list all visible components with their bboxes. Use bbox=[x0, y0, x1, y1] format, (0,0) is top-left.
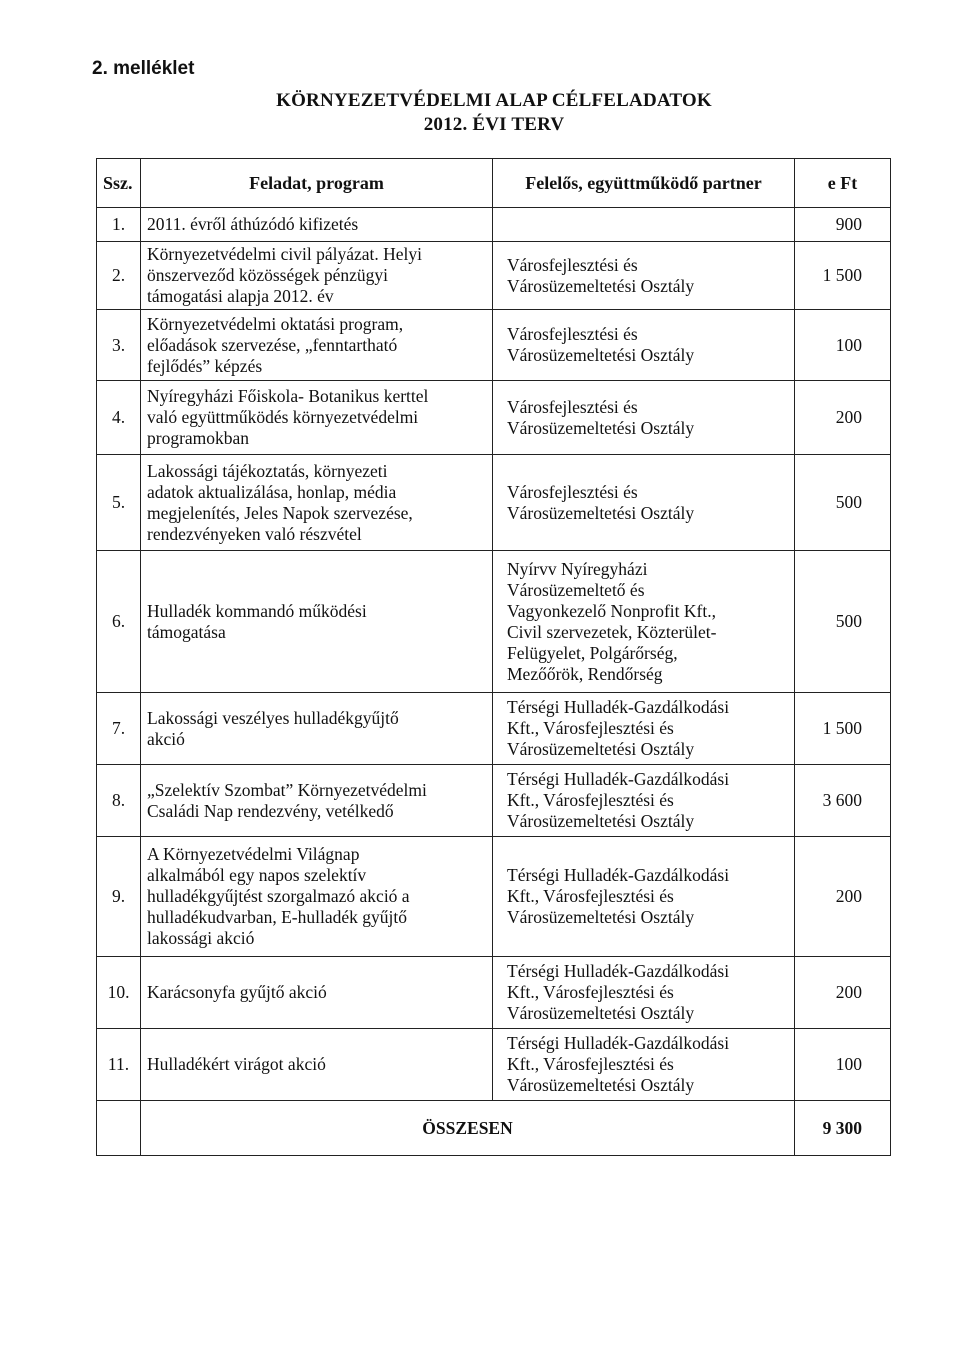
tasks-table bbox=[96, 158, 891, 1156]
row-responsible: Térségi Hulladék-Gazdálkodási Kft., Városfejlesztési és Városüzemeltetési Osztály bbox=[493, 957, 795, 1029]
total-row bbox=[97, 1101, 891, 1156]
row-task: Környezetvédelmi civil pályázat. Helyi önszerveződ közösségek pénzügyi támogatási alapja 2012. év bbox=[141, 242, 493, 310]
row-number: 10. bbox=[97, 957, 141, 1029]
document-subtitle: 2012. ÉVI TERV bbox=[423, 114, 565, 135]
row-responsible: Térségi Hulladék-Gazdálkodási Kft., Városfejlesztési és Városüzemeltetési Osztály bbox=[493, 693, 795, 765]
table-row bbox=[97, 551, 891, 693]
row-amount: 200 bbox=[795, 381, 891, 455]
column-header-amount: e Ft bbox=[795, 159, 891, 208]
row-responsible: Térségi Hulladék-Gazdálkodási Kft., Városfejlesztési és Városüzemeltetési Osztály bbox=[493, 1029, 795, 1101]
row-number: 2. bbox=[97, 242, 141, 310]
row-responsible: Városfejlesztési és Városüzemeltetési Osztály bbox=[493, 455, 795, 551]
annex-label: 2. melléklet bbox=[92, 58, 195, 79]
row-number: 5. bbox=[97, 455, 141, 551]
table-row bbox=[97, 208, 891, 242]
row-number: 6. bbox=[97, 551, 141, 693]
row-responsible: Városfejlesztési és Városüzemeltetési Osztály bbox=[493, 242, 795, 310]
row-amount: 500 bbox=[795, 455, 891, 551]
row-amount: 100 bbox=[795, 1029, 891, 1101]
row-task: Karácsonyfa gyűjtő akció bbox=[141, 957, 493, 1029]
row-number: 4. bbox=[97, 381, 141, 455]
table-row bbox=[97, 381, 891, 455]
row-task: Nyíregyházi Főiskola- Botanikus kerttel való együttműködés környezetvédelmi programokban bbox=[141, 381, 493, 455]
row-task: „Szelektív Szombat” Környezetvédelmi Családi Nap rendezvény, vetélkedő bbox=[141, 765, 493, 837]
row-number: 7. bbox=[97, 693, 141, 765]
row-responsible: Térségi Hulladék-Gazdálkodási Kft., Városfejlesztési és Városüzemeltetési Osztály bbox=[493, 765, 795, 837]
row-responsible bbox=[493, 208, 795, 242]
total-amount: 9 300 bbox=[795, 1101, 891, 1156]
column-header-task: Feladat, program bbox=[141, 159, 493, 208]
table-row bbox=[97, 957, 891, 1029]
row-number: 1. bbox=[97, 208, 141, 242]
table-row bbox=[97, 765, 891, 837]
row-responsible: Nyírvv Nyíregyházi Városüzemeltető és Vagyonkezelő Nonprofit Kft., Civil szervezetek, Közterület- Felügyelet, Polgárőrség, Mezőőrök, Rendőrség bbox=[493, 551, 795, 693]
row-task: 2011. évről áthúzódó kifizetés bbox=[141, 208, 493, 242]
table-header-row bbox=[97, 159, 891, 208]
document-title: KÖRNYEZETVÉDELMI ALAP CÉLFELADATOK bbox=[276, 90, 712, 111]
row-amount: 200 bbox=[795, 957, 891, 1029]
row-task: A Környezetvédelmi Világnap alkalmából egy napos szelektív hulladékgyűjtést szorgalmazó akció a hulladékudvarban, E-hulladék gyűjtő lakossági akció bbox=[141, 837, 493, 957]
row-amount: 200 bbox=[795, 837, 891, 957]
table-row bbox=[97, 310, 891, 381]
table-row bbox=[97, 242, 891, 310]
column-header-no: Ssz. bbox=[97, 159, 141, 208]
row-responsible: Városfejlesztési és Városüzemeltetési Osztály bbox=[493, 381, 795, 455]
row-amount: 500 bbox=[795, 551, 891, 693]
row-number: 3. bbox=[97, 310, 141, 381]
table-row bbox=[97, 1029, 891, 1101]
row-amount: 900 bbox=[795, 208, 891, 242]
row-number: 11. bbox=[97, 1029, 141, 1101]
row-task: Környezetvédelmi oktatási program, előadások szervezése, „fenntartható fejlődés” képzés bbox=[141, 310, 493, 381]
table-row bbox=[97, 455, 891, 551]
row-amount: 100 bbox=[795, 310, 891, 381]
total-label: ÖSSZESEN bbox=[141, 1101, 795, 1156]
row-number: 9. bbox=[97, 837, 141, 957]
column-header-responsible: Felelős, együttműködő partner bbox=[493, 159, 795, 208]
row-responsible: Térségi Hulladék-Gazdálkodási Kft., Városfejlesztési és Városüzemeltetési Osztály bbox=[493, 837, 795, 957]
row-amount: 1 500 bbox=[795, 693, 891, 765]
row-task: Lakossági tájékoztatás, környezeti adatok aktualizálása, honlap, média megjelenítés, Jeles Napok szervezése, rendezvényeken való részvétel bbox=[141, 455, 493, 551]
table-row bbox=[97, 837, 891, 957]
row-amount: 1 500 bbox=[795, 242, 891, 310]
row-amount: 3 600 bbox=[795, 765, 891, 837]
row-task: Hulladékért virágot akció bbox=[141, 1029, 493, 1101]
total-empty-cell bbox=[97, 1101, 141, 1156]
row-responsible: Városfejlesztési és Városüzemeltetési Osztály bbox=[493, 310, 795, 381]
row-task: Lakossági veszélyes hulladékgyűjtő akció bbox=[141, 693, 493, 765]
row-task: Hulladék kommandó működési támogatása bbox=[141, 551, 493, 693]
row-number: 8. bbox=[97, 765, 141, 837]
table-row bbox=[97, 693, 891, 765]
